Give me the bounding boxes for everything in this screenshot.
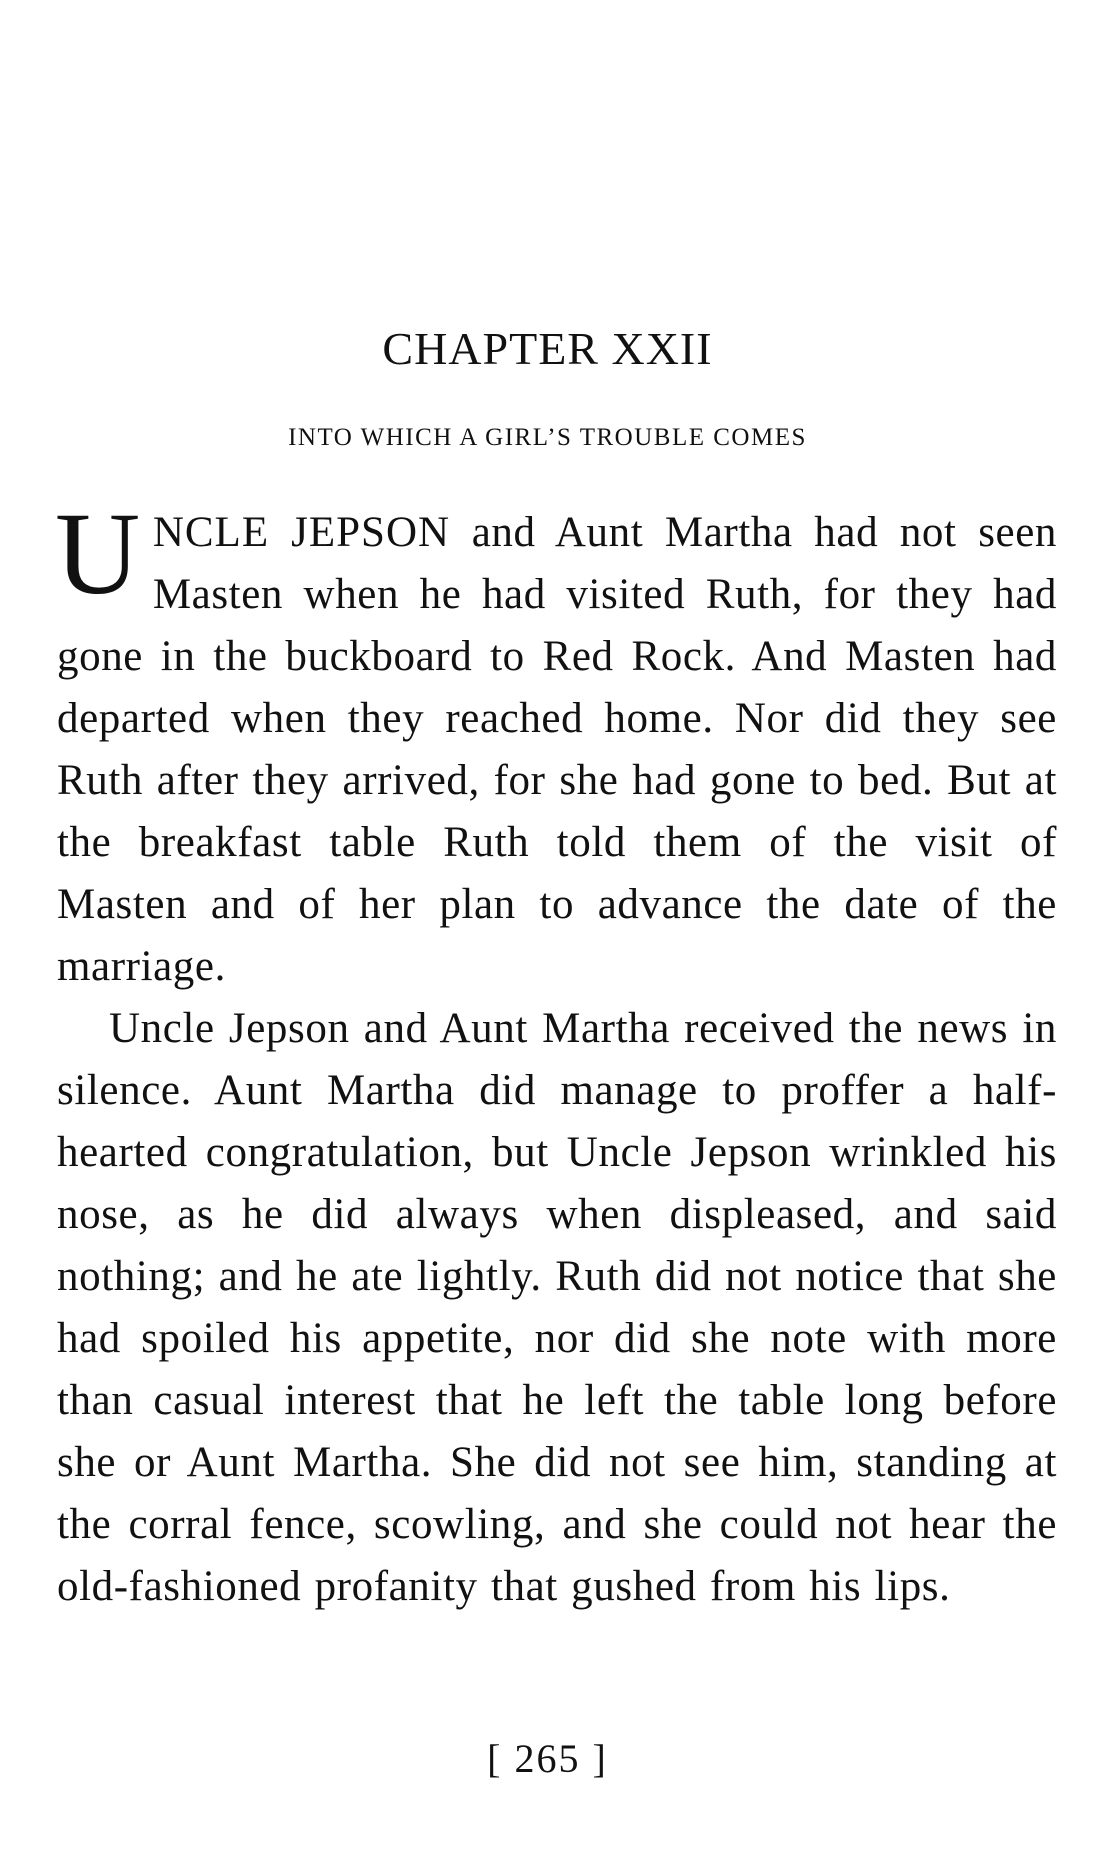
chapter-body bbox=[55, 488, 1057, 1618]
drop-cap: U bbox=[55, 488, 141, 619]
paragraph-1-text: and Aunt Martha had not seen Masten when he had visited Ruth, for they had gone in the buckboard to Red Rock. And Masten had departed when they reached home. Nor did they see Ruth after they arrived, for she had gone to bed. But at the breakfast table Ruth told them of the visit of Masten and of her plan to advance the date of the marriage. bbox=[57, 509, 1057, 990]
paragraph-1 bbox=[55, 488, 1057, 998]
paragraph-2: Uncle Jepson and Aunt Martha received the news in silence. Aunt Martha did manage to proffer a half-hearted congratulation, but Uncle Jepson wrinkled his nose, as he did always when displeased, and said nothing; and he ate lightly. Ruth did not notice that she had spoiled his appetite, nor did she note with more than casual interest that he left the table long before she or Aunt Martha. She did not see him, standing at the corral fence, scowling, and she could not hear the old-fashioned profanity that gushed from his lips. bbox=[57, 1005, 1057, 1610]
chapter-title: CHAPTER XXII bbox=[382, 323, 713, 374]
page-number: [ 265 ] bbox=[487, 1736, 608, 1781]
opening-words: NCLE JEPSON bbox=[152, 509, 451, 556]
chapter-subtitle: INTO WHICH A GIRL’S TROUBLE COMES bbox=[288, 424, 807, 451]
